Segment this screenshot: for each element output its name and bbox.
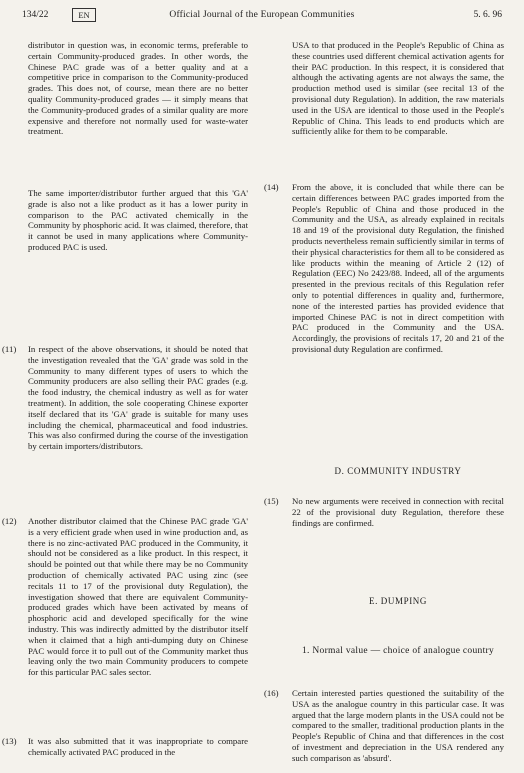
language-code: EN [72,8,96,22]
recital-number-11: (11) [2,344,17,354]
publication-date: 5. 6. 96 [473,10,502,20]
paragraph-continued-right: USA to that produced in the People's Republic of China as these countries used different chemical activation agents for their PAC production. In this respect, it is considered that although the activating agents are not always the same, the production method used is similar (see recital 13 of the provisional duty Regulation). In addition, the raw materials used in the USA are identical to those used in the People's Republic of China. This leads to end products which are sufficiently alike for them to be comparable. [292,40,504,137]
section-heading-community-industry: D. COMMUNITY INDUSTRY [334,466,462,476]
recital-12: Another distributor claimed that the Chinese PAC grade 'GA' is a very efficient grade when used in wine production and, as there is no zinc-activated PAC produced in the Community, it should not be considered as a like product. In this respect, it should be pointed out that while there may be no Community production of chemically activated PAC using zinc (see recitals 11 to 17 of the provisional duty Regulation), the investigation showed that there are equivalent Community-produced grades which have been activated by means of phosphoric acid and developed specifically for the wine industry. This was indirectly admitted by the distributor itself when it claimed that a high anti-dumping duty on Chinese PAC would force it to pull out of the Community market thus leaving only the two main Community producers to compete for this particular PAC sales sector. [28,516,248,678]
recital-15: No new arguments were received in connection with recital 22 of the provisional duty Regulation, therefore these findings are confirmed. [292,496,504,528]
recital-16: Certain interested parties questioned the suitability of the USA as the analogue country in this particular case. It was argued that the large modern plants in the USA could not be compared to the smaller, traditional production plants in the People's Republic of China and that differences in the cost of investment and depreciation in the USA rendered any such comparison as 'absurd'. [292,688,504,763]
recital-13: It was also submitted that it was inappropriate to compare chemically activated PAC produced in the [28,736,248,757]
recital-number-13: (13) [2,736,17,746]
recital-number-14: (14) [264,182,279,192]
recital-number-16: (16) [264,688,279,698]
section-heading-dumping: E. DUMPING [368,596,427,606]
recital-number-12: (12) [2,516,17,526]
journal-title: Official Journal of the European Communities [169,10,355,20]
page-number: 134/22 [22,10,49,20]
recital-11: In respect of the above observations, it should be noted that the investigation revealed that the 'GA' grade was sold in the Community to many different types of users to which the Community producers are also selling their PAC grades (e.g. the food industry, the chemical industry as well as for water treatment). In addition, the sole cooperating Chinese exporter itself declared that its 'GA' grade is suitable for many uses including the chemical, pharmaceutical and food industries. This was also confirmed during the course of the investigation by certain importers/distributors. [28,344,248,452]
recital-number-15: (15) [264,496,279,506]
subheading-normal-value: 1. Normal value — choice of analogue country [301,646,495,656]
paragraph-same-importer: The same importer/distributor further argued that this 'GA' grade is also not a like product as it has a lower purity in comparison to the PAC activated chemically in the Community by phosphoric acid. It was claimed, therefore, that it cannot be used in many applications where Community-produced PAC is used. [28,188,248,252]
paragraph-continued-left: distributor in question was, in economic terms, preferable to certain Community-produced grades. In other words, the Chinese PAC grade was of a better quality and at a competitive price in comparison to the Community-produced grades. This does not, of course, mean there are no better quality Community-produced grades — it simply means that the Community-produced grades of a similar quality are more expensive and therefore not normally used for waste-water treatment. [28,40,248,137]
recital-14: From the above, it is concluded that while there can be certain differences between PAC grades imported from the People's Republic of China and those produced in the Community and the USA, as already explained in recitals 18 and 19 of the provisional duty Regulation, the finished products nevertheless remain sufficiently similar in terms of their physical characteristics for them all to be considered as like products within the meaning of Article 2 (12) of Regulation (EEC) No 2423/88. Indeed, all of the arguments presented in the previous recitals of this Regulation refer only to potential differences in quality and, furthermore, none of the interested parties has provided evidence that imported Chinese PAC is not in direct competition with PAC produced in the Community and the USA. Accordingly, the provisions of recitals 17, 20 and 21 of the provisional duty Regulation are confirmed. [292,182,504,354]
page-header [0,8,524,24]
